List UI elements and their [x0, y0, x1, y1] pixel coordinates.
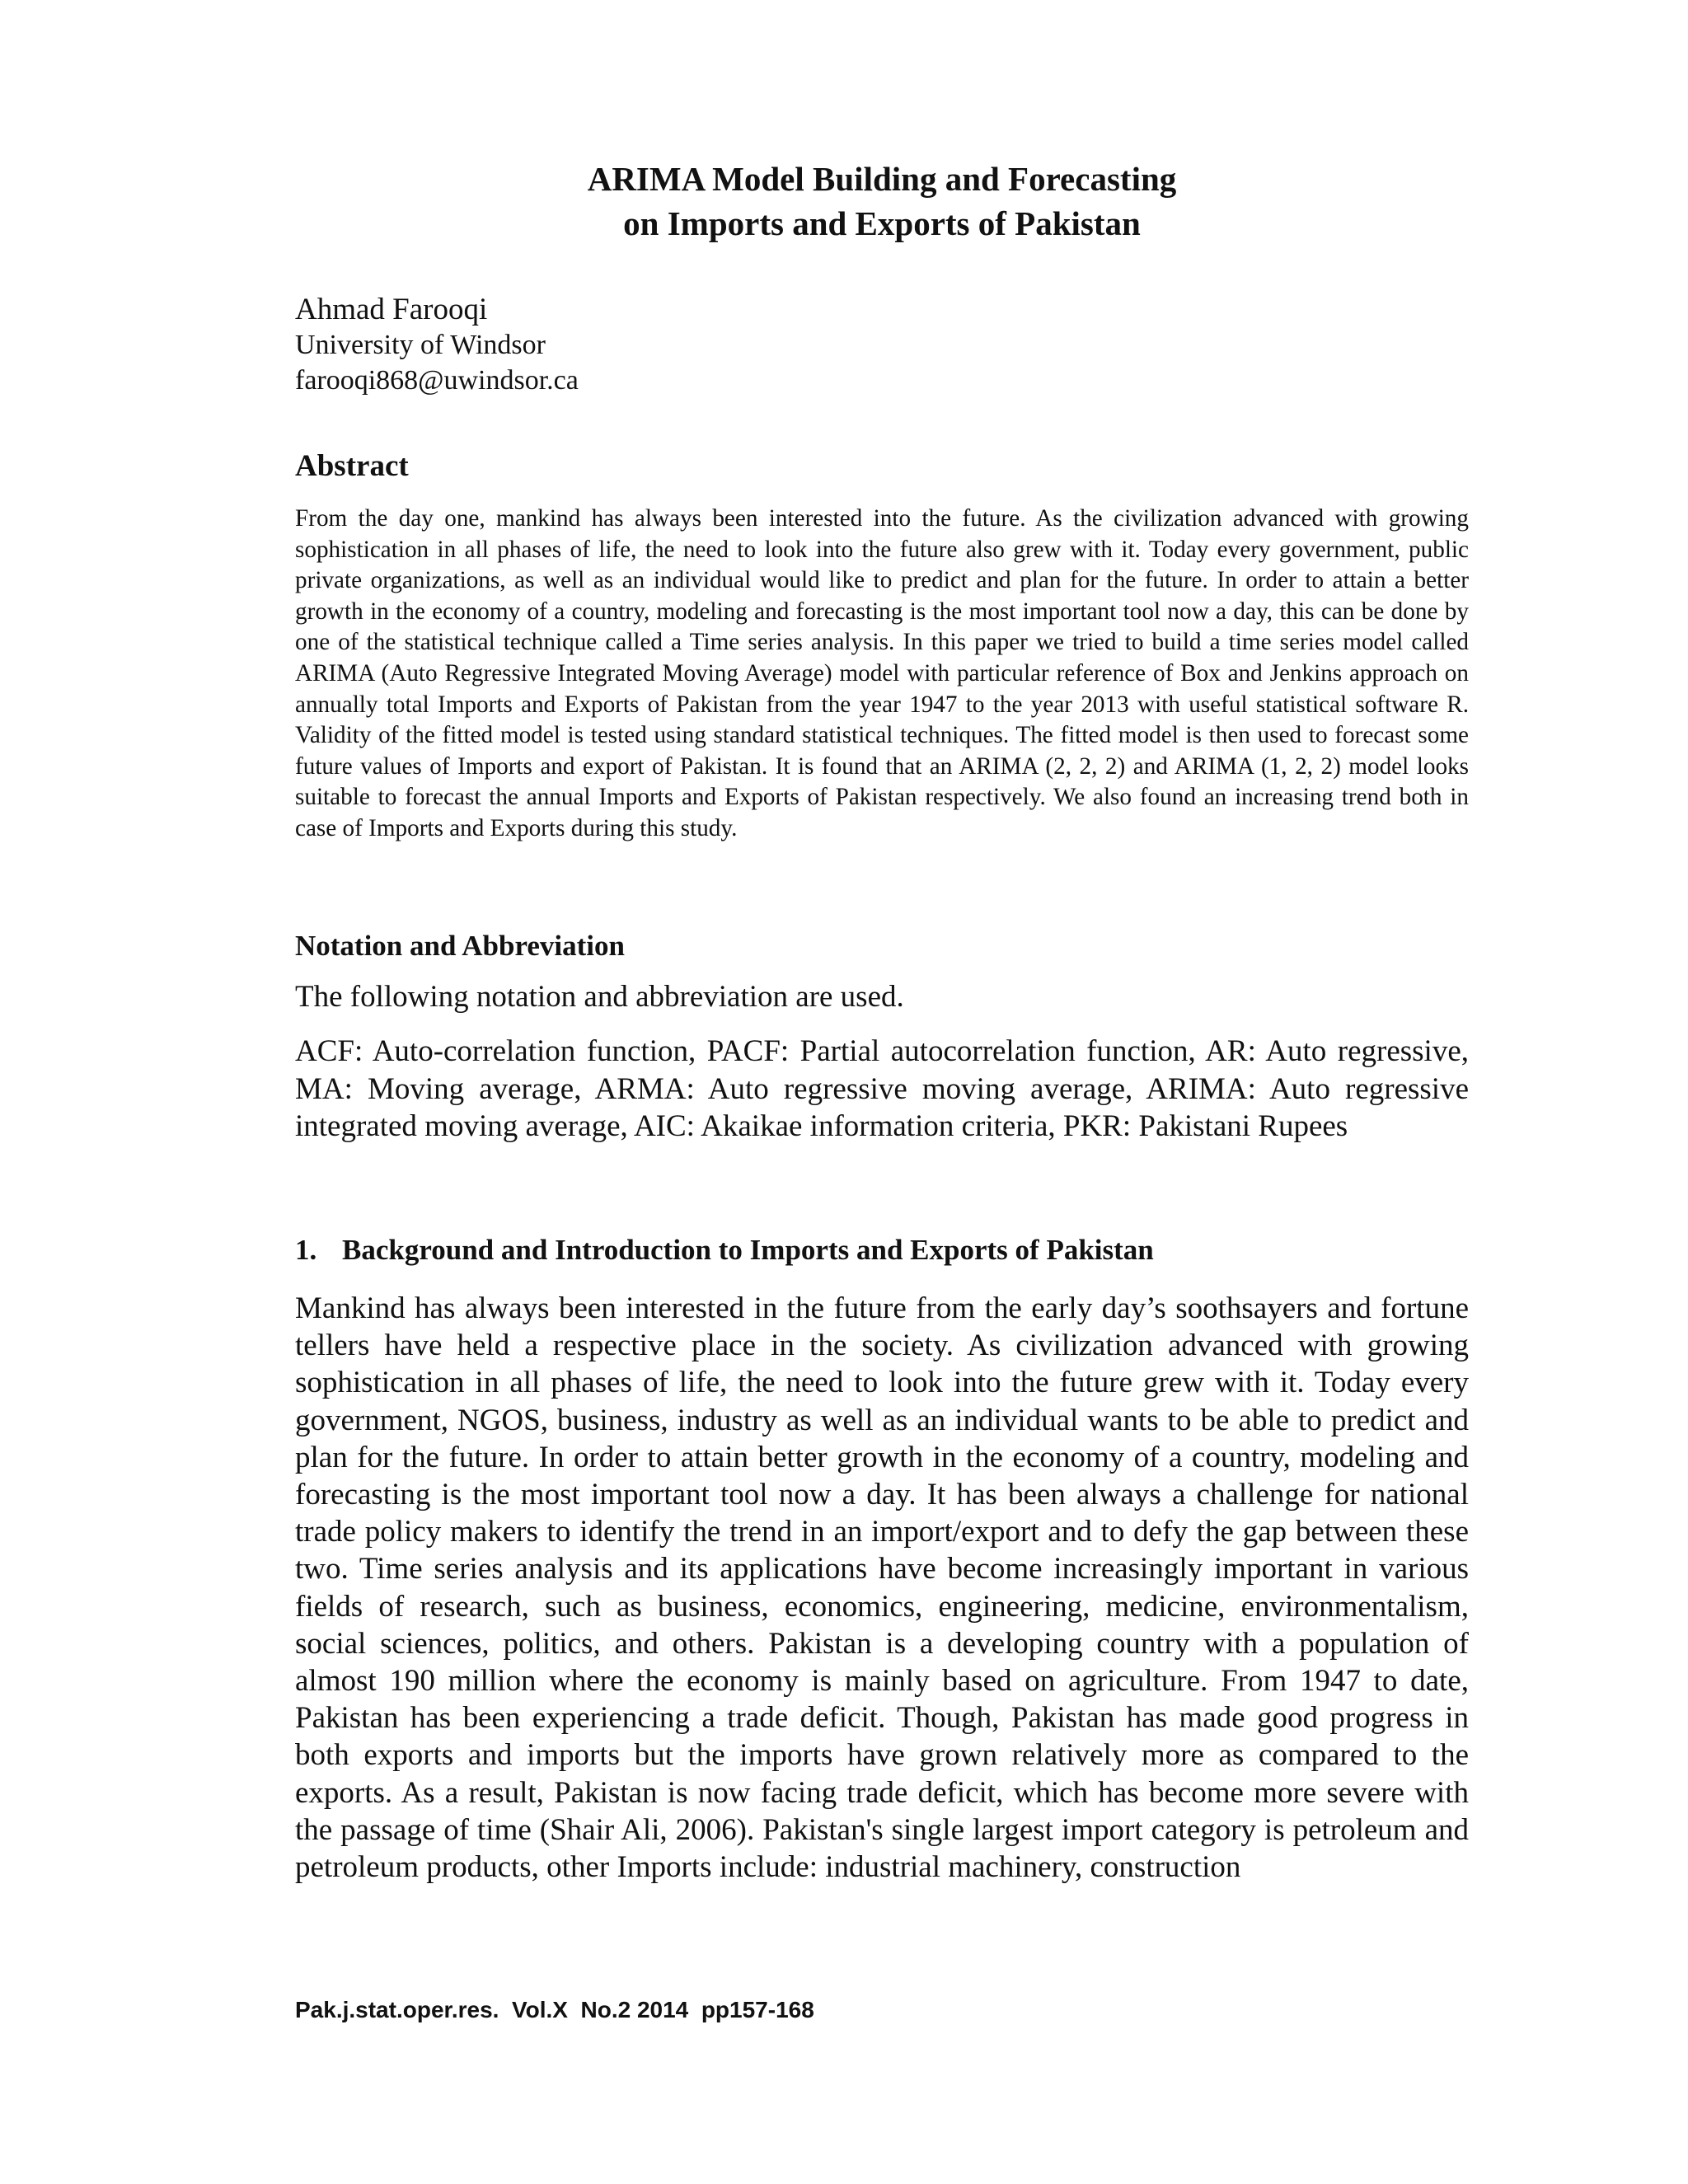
- section-1-body: Mankind has always been interested in the future from the early day’s soothsayers and fortune tellers have held a respective place in the society. As civilization advanced with growing sophistication in all phases of life, the need to look into the future grew with it. Today every government, NGOS, business, industry as well as an individual wants to be able to predict and plan for the future. In order to attain better growth in the economy of a country, modeling and forecasting is the most important tool now a day. It has been always a challenge for national trade policy makers to identify the trend in an import/export and to defy the gap between these two. Time series analysis and its applications have become increasingly important in various fields of research, such as business, economics, engineering, medicine, environmentalism, social sciences, politics, and others. Pakistan is a developing country with a population of almost 190 million where the economy is mainly based on agriculture. From 1947 to date, Pakistan has been experiencing a trade deficit. Though, Pakistan has made good progress in both exports and imports but the imports have grown relatively more as compared to the exports. As a result, Pakistan is now facing trade deficit, which has become more severe with the passage of time (Shair Ali, 2006). Pakistan's single largest import category is petroleum and petroleum products, other Imports include: industrial machinery, construction: [295, 1291, 1469, 1885]
- notation-heading: Notation and Abbreviation: [295, 930, 625, 962]
- paper-title-line-1: ARIMA Model Building and Forecasting: [587, 160, 1177, 198]
- paper-title-line-2: on Imports and Exports of Pakistan: [623, 204, 1141, 242]
- section-1-title: Background and Introduction to Imports and Exports of Pakistan: [342, 1234, 1154, 1266]
- journal-citation-footer: Pak.j.stat.oper.res. Vol.X No.2 2014 pp157-168: [295, 1997, 814, 2022]
- author-affiliation: University of Windsor: [295, 330, 546, 360]
- notation-intro: The following notation and abbreviation are used.: [295, 980, 904, 1014]
- abstract-text: From the day one, mankind has always been interested into the future. As the civilization advanced with growing sophistication in all phases of life, the need to look into the future also grew with it. Today every government, public private organizations, as well as an individual would like to predict and plan for the future. In order to attain a better growth in the economy of a country, modeling and forecasting is the most important tool now a day, this can be done by one of the statistical technique called a Time series analysis. In this paper we tried to build a time series model called ARIMA (Auto Regressive Integrated Moving Average) model with particular reference of Box and Jenkins approach on annually total Imports and Exports of Pakistan from the year 1947 to the year 2013 with useful statistical software R. Validity of the fitted model is tested using standard statistical techniques. The fitted model is then used to forecast some future values of Imports and export of Pakistan. It is found that an ARIMA (2, 2, 2) and ARIMA (1, 2, 2) model looks suitable to forecast the annual Imports and Exports of Pakistan respectively. We also found an increasing trend both in case of Imports and Exports during this study.: [295, 505, 1469, 841]
- author-block: [295, 292, 579, 398]
- paper-title: [0, 157, 1688, 246]
- author-email: farooqi868@uwindsor.ca: [295, 365, 579, 396]
- notation-list: ACF: Auto-correlation function, PACF: Partial autocorrelation function, AR: Auto regressive, MA: Moving average, ARMA: Auto regressive moving average, ARIMA: Auto regressive integrated moving average, AIC: Akaikae information criteria, PKR: Pakistani Rupees: [295, 1034, 1469, 1143]
- author-name: Ahmad Farooqi: [295, 293, 488, 326]
- section-1-number: 1.: [295, 1234, 317, 1266]
- section-1-heading: [295, 1232, 1154, 1268]
- abstract-heading: Abstract: [295, 449, 409, 483]
